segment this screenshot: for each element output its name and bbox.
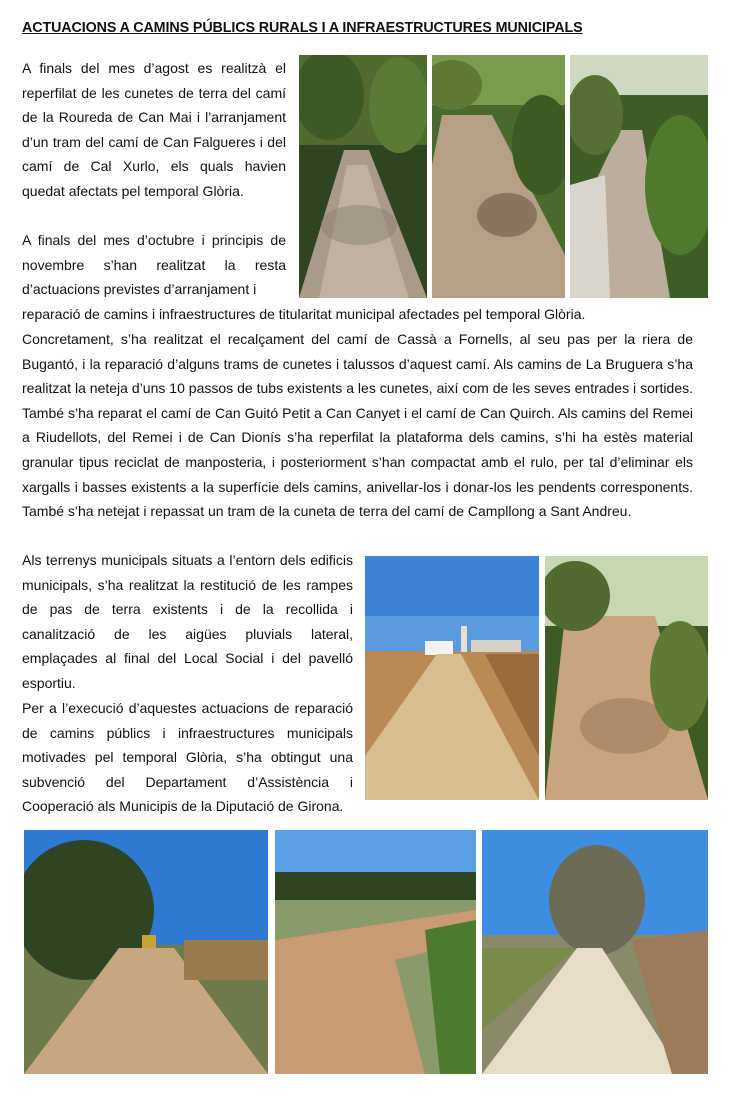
photo-forest-road-2: [432, 55, 565, 298]
paragraph-concretament: Concretament, s’ha realitzat el recalçament del camí de Cassà a Fornells, al seu pas per la riera de Bugantó, i la reparació d’alguns trams de cunetes i talussos d’aquest camí. Als camins de La Bruguera s’ha realitzat la neteja d’uns 10 passos de tubs existents a les cunetes, així com de les seves entrades i sortides. També s’ha reparat el camí de Can Guitó Petit a Can Canyet i el camí de Can Quirch. Als camins del Remei a Riudellots, del Remei i de Can Dionís s’ha reperfilat la plataforma dels camins, s’hi ha estès material granular tipus reciclat de manposteria, i posteriorment s’han compactat amb el rulo, per tal d’eliminar els xargalls i basses existents a la superfície dels camins, anivellar-los i donar-los les pendents corresponents. També s’ha netejat i repassat un tram de la cuneta de terra del camí de Campllong a Sant Andreu.: [22, 331, 693, 520]
photo-gravel-road: [482, 830, 708, 1074]
paragraph-terrenys-municipals: Als terrenys municipals situats a l’entorn dels edificis municipals, s’ha realitzat la restitució de les rampes de pas de terra existents i de la recollida i canalització de les aigües pluvials lateral, emplaçades al final del Local Social i del pavelló esportiu.: [22, 552, 353, 691]
paragraph-octubre-novembre-part1: A finals del mes d’octubre i principis de novembre s’han realitzat la resta d’actuacions previstes d’arranjament i: [22, 232, 286, 298]
photo-road-machinery: [24, 830, 268, 1074]
paragraph-octubre-novembre-part2: reparació de camins i infraestructures de titularitat municipal afectades pel temporal Glòria.: [22, 306, 586, 322]
photo-forest-path: [545, 556, 708, 800]
photo-village-road: [365, 556, 539, 800]
paragraph-subvencio: Per a l’execució d’aquestes actuacions de reparació de camins públics i infraestructures municipals motivades pel temporal Glòria, s’ha obtingut una subvenció del Departament d’Assistència i Cooperació als Municipis de la Diputació de Girona.: [22, 700, 353, 815]
photo-forest-road-1: [299, 55, 427, 298]
photo-curving-road: [275, 830, 476, 1074]
paragraph-camins-agost: A finals del mes d’agost es realitzà el reperfilat de les cunetes de terra del camí de la Roureda de Can Mai i l’arranjament d’un tram del camí de Can Falgueres i del camí de Cal Xurlo, els quals havien quedat afectats pel temporal Glòria.: [22, 60, 286, 199]
photo-forest-road-3: [570, 55, 708, 298]
page-title: ACTUACIONS A CAMINS PÚBLICS RURALS I A INFRAESTRUCTURES MUNICIPALS: [22, 20, 583, 36]
